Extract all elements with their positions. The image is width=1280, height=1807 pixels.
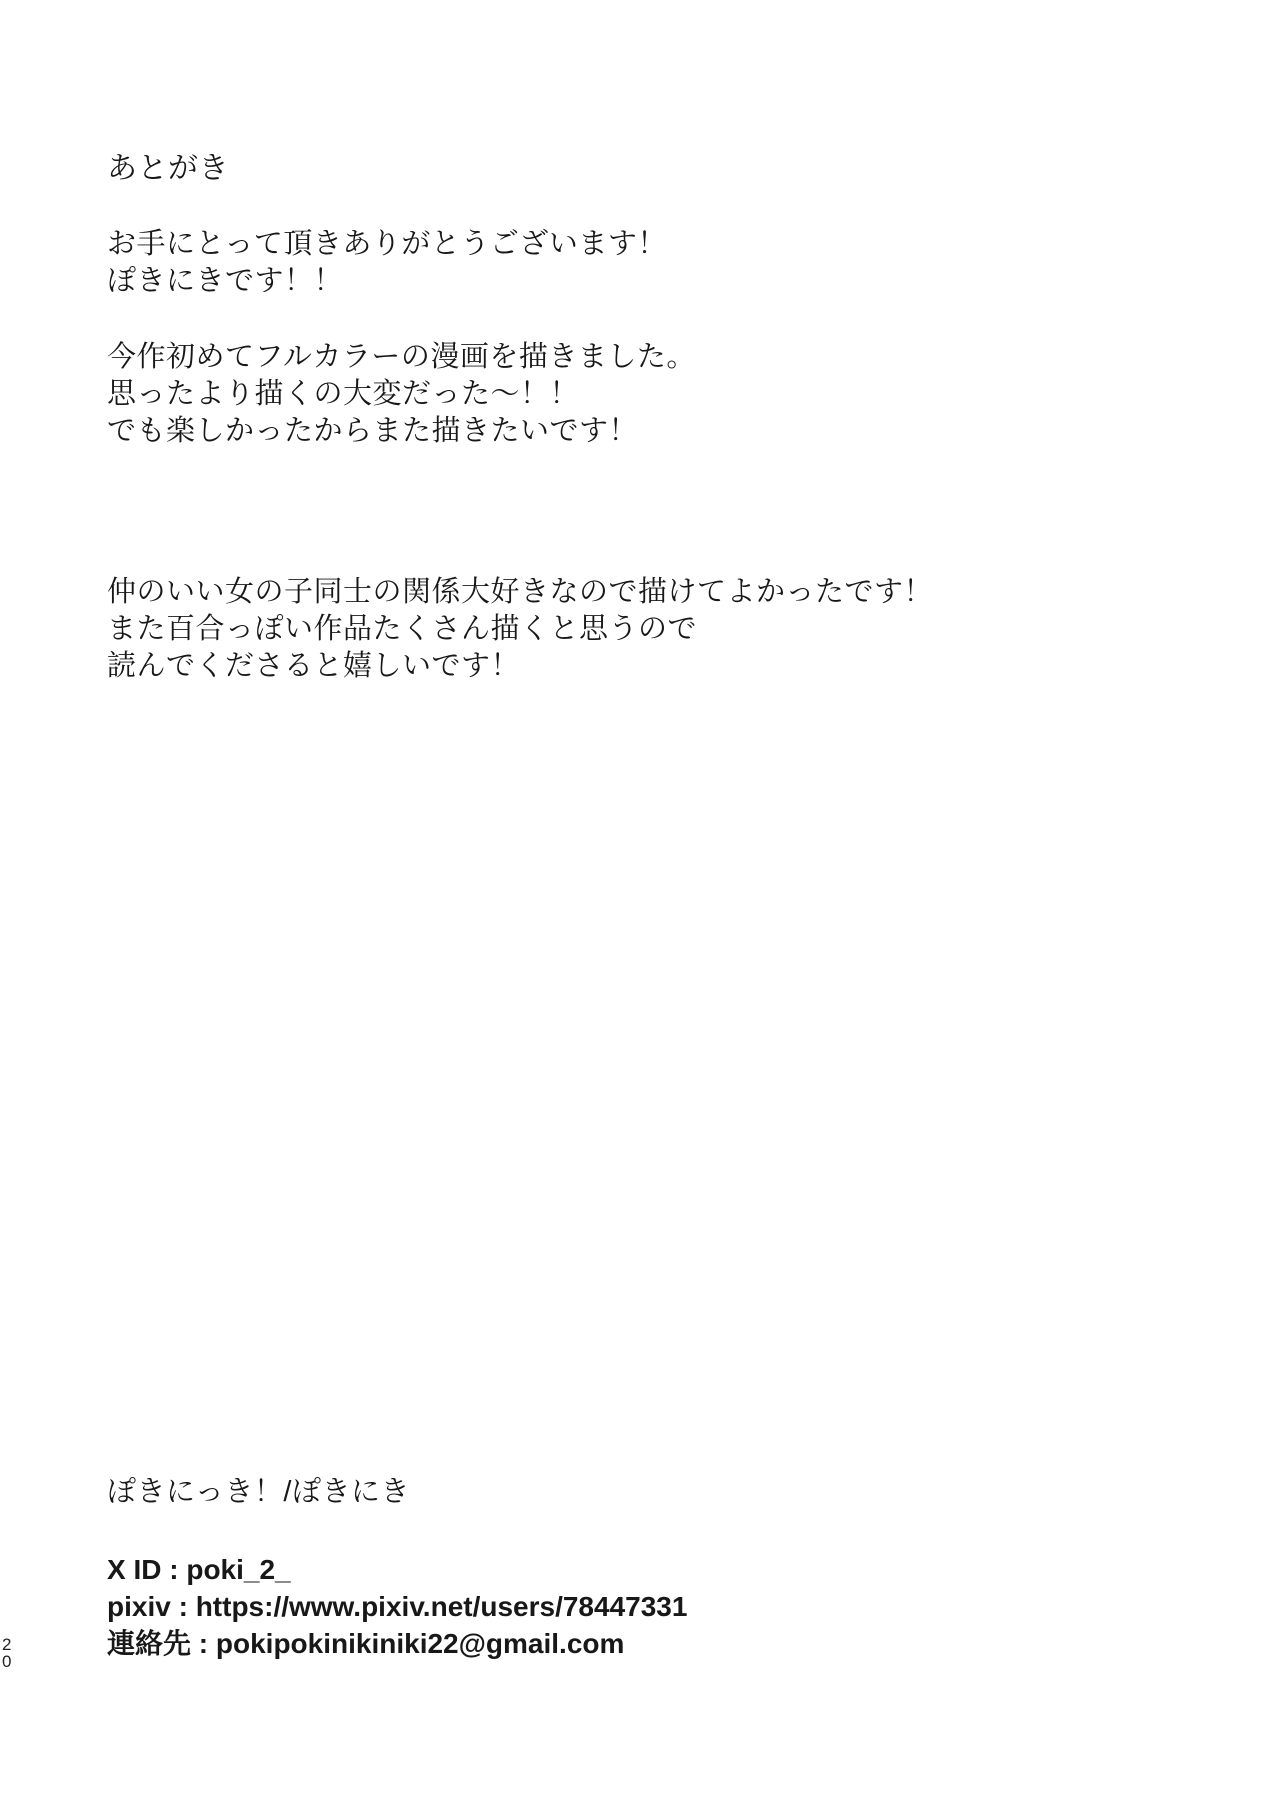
page-title: あとがき xyxy=(107,152,229,185)
contact-email-line: 連絡先 : pokipokinikiniki22@gmail.com xyxy=(107,1628,625,1659)
yuri-line-2: また百合っぽい作品たくさん描くと思うので xyxy=(107,613,698,645)
fullcolor-line-1: 今作初めてフルカラーの漫画を描きました。 xyxy=(107,341,696,373)
work-title-and-author: ぽきにっき！/ぽきにき xyxy=(107,1476,410,1508)
fullcolor-paragraph xyxy=(107,339,1240,450)
greeting-line-2: ぽきにきです！！ xyxy=(107,265,344,297)
yuri-line-3: 読んでくださると嬉しいです！ xyxy=(107,650,521,682)
page-number-digit-2: 0 xyxy=(2,1652,12,1671)
credits-title-author xyxy=(107,1474,1240,1511)
fullcolor-line-2: 思ったより描くの大変だった〜！！ xyxy=(107,378,580,410)
x-id-line: X ID : poki_2_ xyxy=(107,1554,291,1585)
credits-links-block xyxy=(107,1551,1240,1662)
fullcolor-line-3: でも楽しかったからまた描きたいです！ xyxy=(107,415,639,447)
greeting-paragraph xyxy=(107,226,1240,300)
page-number-digit-1: 2 xyxy=(2,1635,12,1654)
pixiv-url-line: pixiv : https://www.pixiv.net/users/78447331 xyxy=(107,1591,688,1622)
yuri-line-1: 仲のいい女の子同士の関係大好きなので描けてよかったです！ xyxy=(107,576,934,608)
afterword-title-block xyxy=(107,150,1240,187)
page-number xyxy=(2,1636,11,1670)
yuri-paragraph xyxy=(107,574,1240,685)
greeting-line-1: お手にとって頂きありがとうございます！ xyxy=(107,228,667,260)
